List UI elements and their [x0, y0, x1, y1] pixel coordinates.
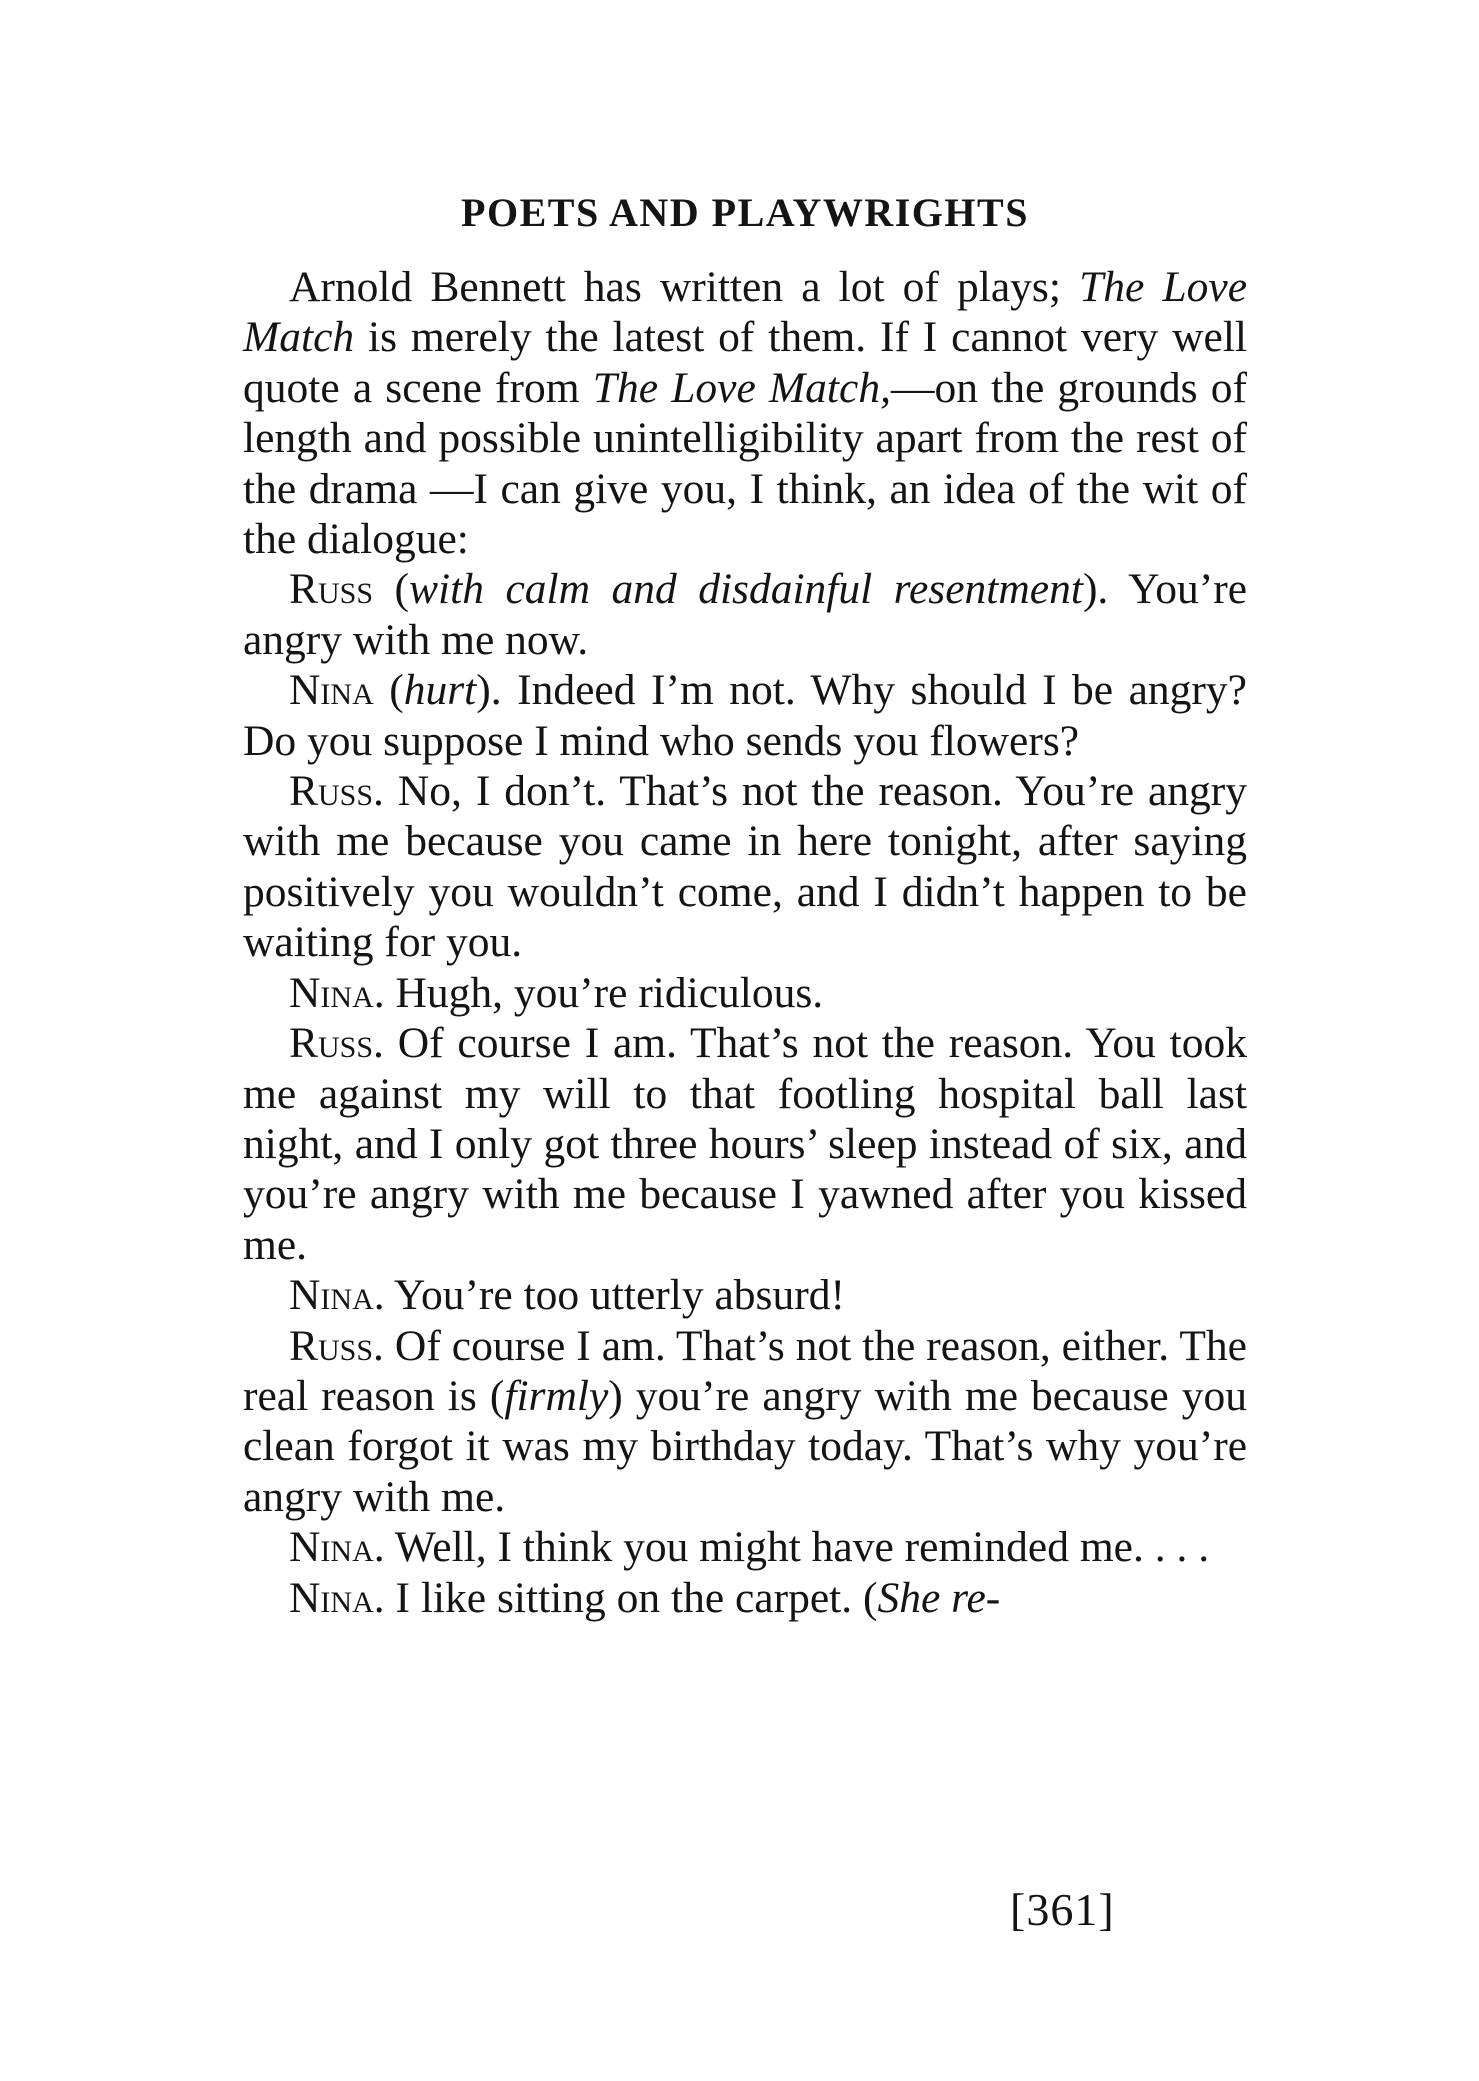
paren-close: ).	[476, 666, 518, 715]
dialogue-line	[243, 1270, 1247, 1320]
intro-text-1: Arnold Bennett has written a lot of plays;	[289, 263, 1061, 311]
page-number: [361]	[1010, 1884, 1115, 1935]
dialogue-text: Of course I am. That’s not the reason, either. The real reason is (	[243, 1321, 1247, 1420]
dialogue-line	[243, 665, 1247, 766]
dialogue-line	[243, 1321, 1247, 1523]
dialogue-text: Hugh, you’re ridiculous.	[384, 968, 824, 1017]
speaker-name: Russ.	[289, 767, 384, 816]
page-body	[243, 262, 1247, 1623]
stage-direction: with calm and disdainful resentment	[409, 565, 1083, 614]
paren-open: (	[373, 565, 410, 614]
speaker-name: Nina.	[289, 1573, 385, 1622]
speaker-name: Nina.	[289, 968, 385, 1017]
dialogue-line	[243, 1522, 1247, 1572]
stage-direction: She re-	[877, 1573, 1001, 1622]
intro-text-2: is merely the latest of them. If I cannot very well quote a scene from	[243, 313, 1247, 412]
speaker-name: Russ.	[289, 1019, 384, 1068]
dialogue-text: You’re angry with me now.	[243, 565, 1247, 664]
speaker-name: Russ	[289, 565, 374, 614]
play-title: The Love Match,	[592, 363, 891, 412]
speaker-name: Russ.	[289, 1321, 384, 1370]
intro-text-3: —on the grounds of length and possible unintelligibility apart from the rest of the drama —I can give you, I think, an idea of the wit of the dialogue:	[243, 363, 1248, 564]
play-title: The Love Match	[243, 263, 1248, 362]
speaker-name: Nina	[289, 666, 374, 715]
dialogue-text: I like sitting on the carpet. (	[384, 1573, 878, 1622]
stage-direction: firmly	[504, 1371, 609, 1420]
speaker-name: Nina.	[289, 1271, 385, 1320]
paren-close: ).	[1082, 565, 1129, 614]
intro-paragraph	[243, 262, 1247, 564]
dialogue-text: Well, I think you might have reminded me. . . .	[384, 1523, 1210, 1572]
speaker-name: Nina.	[289, 1523, 385, 1572]
running-head: POETS AND PLAYWRIGHTS	[461, 190, 1029, 235]
dialogue-line	[243, 564, 1247, 665]
stage-direction: hurt	[403, 666, 477, 715]
dialogue-line	[243, 1018, 1247, 1270]
paren-open: (	[373, 666, 404, 715]
dialogue-text: ) you’re angry with me because you clean forgot it was my birthday today. That’s why you’re angry with me.	[243, 1371, 1247, 1521]
dialogue-text: Indeed I’m not. Why should I be angry? Do you suppose I mind who sends you flowers?	[243, 666, 1247, 765]
dialogue-line	[243, 968, 1247, 1018]
dialogue-line	[243, 766, 1247, 968]
dialogue-text: No, I don’t. That’s not the reason. You’re angry with me because you came in here tonight, after saying positively you wouldn’t come, and I didn’t happen to be waiting for you.	[243, 767, 1247, 967]
book-page	[243, 190, 1247, 1623]
dialogue-line	[243, 1573, 1247, 1623]
dialogue-text: You’re too utterly absurd!	[384, 1271, 845, 1320]
dialogue-text: Of course I am. That’s not the reason. You took me against my will to that footling hospital ball last night, and I only got three hours’ sleep instead of six, and you’re angry with me because I yawned after you kissed me.	[243, 1019, 1247, 1269]
